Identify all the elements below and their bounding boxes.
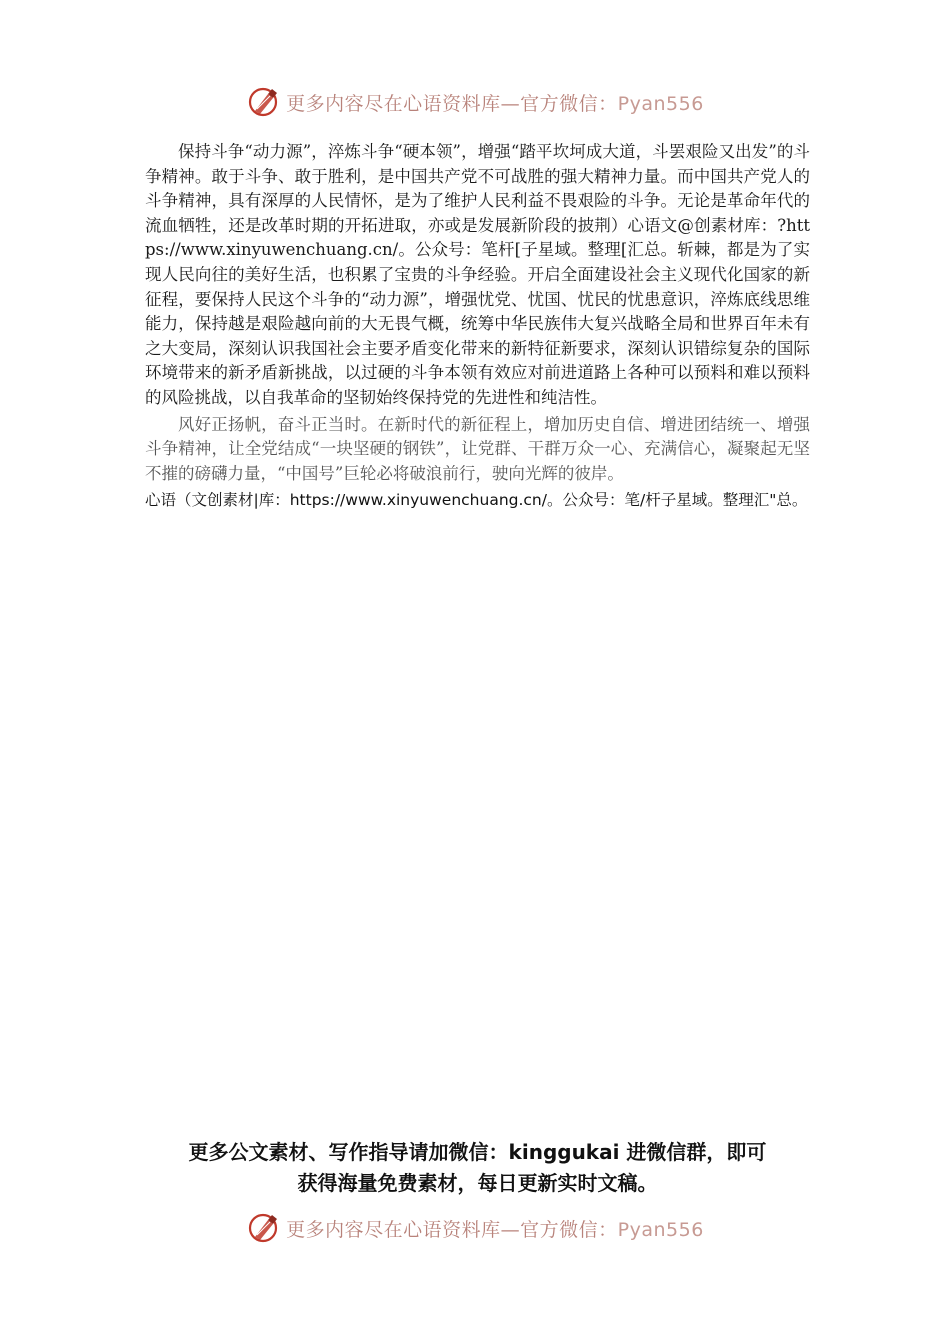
- footer-promo-line-2: 获得海量免费素材，每日更新实时文稿。: [297, 1171, 658, 1195]
- paragraph-2: 风好正扬帆，奋斗正当时。在新时代的新征程上，增加历史自信、增进团结统一、增强斗争精神，让全党结成“一块坚硬的钢铁”，让党群、干群万众一心、充满信心，凝聚起无坚不摧的磅礴力量，“中国号”巨轮必将破浪前行，驶向光辉的彼岸。: [145, 414, 810, 483]
- header-banner-handle: Pyan556: [617, 92, 704, 115]
- footer-banner-label: 更多内容尽在心语资料库—官方微信：: [286, 1218, 618, 1241]
- footer-promo-line-1: 更多公文素材、写作指导请加微信：kinggukai 进微信群，即可: [188, 1140, 767, 1164]
- header-banner: [0, 84, 950, 120]
- footer-banner-handle: Pyan556: [617, 1218, 704, 1241]
- pen-nib-circle-icon: [246, 84, 282, 120]
- footer-banner: [0, 1210, 950, 1246]
- paragraph-1: 保持斗争“动力源”，淬炼斗争“硬本领”，增强“踏平坎坷成大道，斗罢艰险又出发”的斗争精神。敢于斗争、敢于胜利，是中国共产党不可战胜的强大精神力量。而中国共产党人的斗争精神，具有深厚的人民情怀，是为了维护人民利益不畏艰险的斗争。无论是革命年代的流血牺牲，还是改革时期的开拓进取，亦或是发展新阶段的披荆）心语文@创素材库：?https://www.xinyuwenchuang.cn/。公众号：笔杆[子星域。整理[汇总。斩棘，都是为了实现人民向往的美好生活，也积累了宝贵的斗争经验。开启全面建设社会主义现代化国家的新征程，要保持人民这个斗争的“动力源”，增强忧党、忧国、忧民的忧患意识，淬炼底线思维能力，保持越是艰险越向前的大无畏气概，统筹中华民族伟大复兴战略全局和世界百年未有之大变局，深刻认识我国社会主要矛盾变化带来的新特征新要求，深刻认识错综复杂的国际环境带来的新矛盾新挑战，以过硬的斗争本领有效应对前进道路上各种可以预料和难以预料的风险挑战，以自我革命的坚韧始终保持党的先进性和纯洁性。: [145, 142, 810, 407]
- source-note: 心语（文创素材|库：https://www.xinyuwenchuang.cn/。公众号：笔/杆子星域。整理汇"总。: [145, 491, 808, 510]
- footer-promo: [145, 1137, 810, 1199]
- header-banner-text: [286, 89, 704, 116]
- footer-banner-text: [286, 1215, 704, 1242]
- article-body: [145, 140, 810, 512]
- pen-nib-circle-icon: [246, 1210, 282, 1246]
- header-banner-label: 更多内容尽在心语资料库—官方微信：: [286, 92, 618, 115]
